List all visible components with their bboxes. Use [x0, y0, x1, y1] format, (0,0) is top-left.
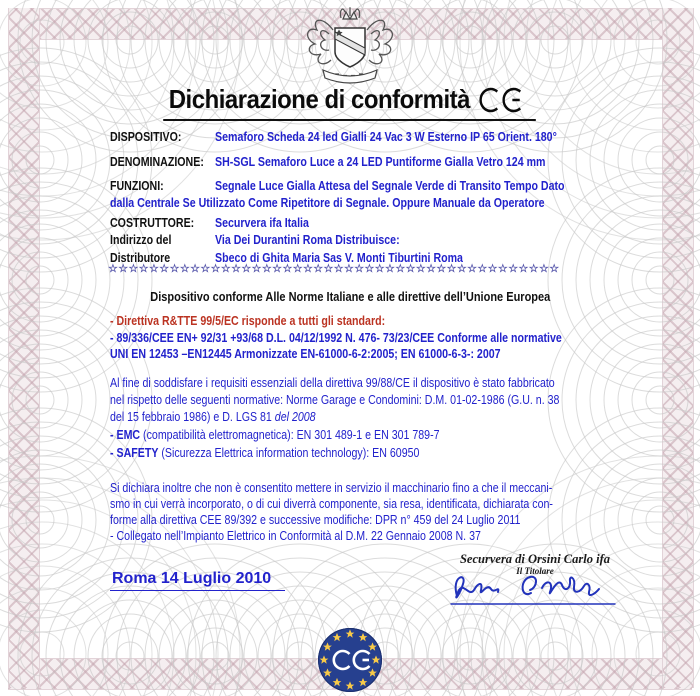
norms-paragraph-line2: nel rispetto delle seguenti normative: Norme Garage e Condomini: D.M. 01-02-1986 (G.U. n. 38 — [110, 393, 560, 407]
norms-paragraph-line3-italic: del 2008 — [274, 410, 316, 424]
heraldic-crest-icon — [295, 4, 405, 84]
field-label-funzioni: FUNZIONI: — [110, 179, 164, 193]
page-title — [0, 84, 700, 121]
declaration-line1: Si dichiara inoltre che non è consentito mettere in servizio il macchinario fino a che il meccani- — [110, 481, 553, 495]
norms-paragraph-line3-text: del 15 febbraio 1986) e D. LGS 81 — [110, 410, 275, 424]
directive-uni-en-line: UNI EN 12453 –EN12445 Armonizzate EN-61000-6-2:2005; EN 61000-6-3-: 2007 — [110, 347, 501, 361]
field-label-indirizzo: Indirizzo del — [110, 233, 172, 247]
field-value-indirizzo: Via Dei Durantini Roma Distribuisce: — [215, 233, 400, 247]
field-label-denominazione: DENOMINAZIONE: — [110, 155, 204, 169]
field-value-dispositivo: Semaforo Scheda 24 led Gialli 24 Vac 3 W Esterno IP 65 Orient. 180° — [215, 130, 557, 144]
safety-label: - SAFETY — [110, 446, 159, 460]
directive-rtte-line: - Direttiva R&TTE 99/5/EC risponde a tutti gli standard: — [110, 314, 386, 328]
emc-label: - EMC — [110, 428, 141, 442]
safety-text: (Sicurezza Elettrica information technology): EN 60950 — [158, 446, 420, 460]
safety-line — [110, 446, 419, 460]
field-label-costruttore: COSTRUTTORE: — [110, 216, 195, 230]
stars-separator: ☆☆☆☆☆☆☆☆☆☆☆☆☆☆☆☆☆☆☆☆☆☆☆☆☆☆☆☆☆☆☆☆☆☆☆☆☆☆☆☆☆☆☆☆ — [108, 263, 560, 275]
eu-flag-ce-badge — [318, 628, 382, 692]
conformity-statement — [0, 288, 700, 306]
declaration-line2: smo in cui verrà incorporato, o di cui diverrà componente, sia resa, identificata, dichiarata con- — [110, 497, 553, 511]
field-label-distributore: Distributore — [110, 251, 171, 265]
field-value-denominazione: SH-SGL Semaforo Luce a 24 LED Puntiforme Gialla Vetro 124 mm — [215, 155, 546, 169]
field-value-funzioni-line2: dalla Centrale Se Utilizzato Come Ripetitore di Segnale. Oppure Manuale da Operatore — [110, 196, 545, 210]
norms-paragraph-line1: Al fine di soddisfare i requisiti essenziali della direttiva 99/88/CE il dispositivo è stato fabbricato — [110, 376, 555, 390]
signer-role: Il Titolare — [516, 566, 554, 576]
declaration-line4: - Collegato nell’Impianto Elettrico in Conformità al D.M. 22 Gennaio 2008 N. 37 — [110, 529, 481, 543]
handwritten-signature — [443, 568, 628, 610]
declaration-line3: forme alla direttiva CEE 89/392 e successive modifiche: DPR n° 459 del 24 Luglio 2011 — [110, 513, 521, 527]
conformity-statement-text: Dispositivo conforme Alle Norme Italiane e alle direttive dell’Unione Europea — [150, 290, 550, 304]
field-value-costruttore: Securvera ifa Italia — [215, 216, 309, 230]
emc-text: (compatibilità elettromagnetica): EN 301 489-1 e EN 301 789-7 — [140, 428, 440, 442]
directive-cee-line: - 89/336/CEE EN+ 92/31 +93/68 D.L. 04/12/1992 N. 476- 73/23/CEE Conforme alle normative — [110, 331, 562, 345]
field-value-funzioni-line1: Segnale Luce Gialla Attesa del Segnale Verde di Transito Tempo Dato — [215, 179, 565, 193]
signer-name: Securvera di Orsini Carlo ifa — [459, 552, 610, 566]
emc-line — [110, 428, 440, 442]
ce-mark-icon — [478, 85, 531, 115]
eu-stars-and-ce-icon — [318, 628, 382, 692]
title-text: Dichiarazione di conformità — [169, 84, 471, 114]
norms-paragraph-line3 — [110, 410, 316, 424]
place-date: Roma 14 Luglio 2010 — [110, 570, 285, 591]
field-value-distributore: Sbeco di Ghita Maria Sas V. Monti Tiburtini Roma — [215, 251, 463, 265]
field-label-dispositivo: DISPOSITIVO: — [110, 130, 182, 144]
signature-block — [440, 552, 630, 615]
